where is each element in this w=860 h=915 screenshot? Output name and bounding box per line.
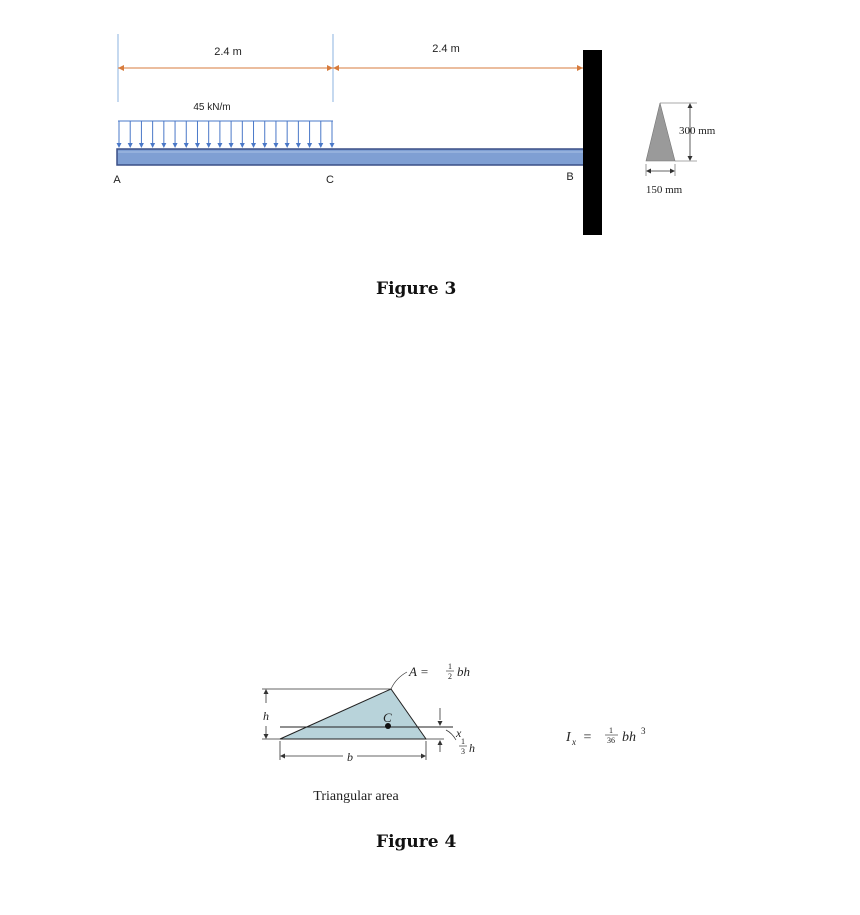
third-frac-den: 3 bbox=[461, 747, 465, 756]
point-b-label: B bbox=[566, 171, 574, 183]
point-a-label: A bbox=[113, 174, 121, 186]
load-arrow-head bbox=[240, 143, 245, 148]
load-arrow-head bbox=[139, 143, 144, 148]
third-frac-num: 1 bbox=[461, 737, 465, 746]
dimension-right-label: 2.4 m bbox=[432, 43, 460, 55]
load-arrow-head bbox=[173, 143, 178, 148]
load-arrow-head bbox=[251, 143, 256, 148]
area-leader-line bbox=[391, 672, 407, 689]
load-arrow-head bbox=[217, 143, 222, 148]
triangle-area-shape bbox=[280, 689, 426, 739]
area-frac-den: 2 bbox=[448, 672, 452, 681]
load-arrow-head bbox=[128, 143, 133, 148]
load-label: 45 kN/m bbox=[193, 102, 231, 113]
area-formula-suffix: bh bbox=[457, 664, 470, 679]
load-arrow-head bbox=[117, 143, 122, 148]
fixed-wall bbox=[583, 50, 602, 235]
ix-exponent: 3 bbox=[641, 726, 646, 736]
height-label: h bbox=[263, 709, 269, 723]
ix-equals: = bbox=[580, 730, 595, 745]
beam bbox=[117, 149, 584, 165]
figure3 bbox=[113, 34, 715, 235]
dimension-left-label: 2.4 m bbox=[214, 46, 242, 58]
load-arrow-head bbox=[285, 143, 290, 148]
section-height-label: 300 mm bbox=[679, 125, 716, 137]
load-arrow-head bbox=[307, 143, 312, 148]
distributed-load-arrows bbox=[117, 121, 335, 148]
figure4-caption: Figure 4 bbox=[376, 832, 457, 852]
load-arrow-head bbox=[273, 143, 278, 148]
load-arrow-head bbox=[318, 143, 323, 148]
third-height-dimension bbox=[438, 708, 443, 752]
load-arrow-head bbox=[330, 143, 335, 148]
third-suffix: h bbox=[469, 741, 475, 755]
point-c-label: C bbox=[326, 174, 334, 186]
third-leader-line bbox=[446, 730, 456, 740]
load-arrow-head bbox=[195, 143, 200, 148]
load-arrow-head bbox=[150, 143, 155, 148]
load-arrow-head bbox=[184, 143, 189, 148]
ix-frac-den: 36 bbox=[607, 736, 615, 745]
load-arrow-head bbox=[229, 143, 234, 148]
area-formula-prefix: A = bbox=[409, 664, 432, 679]
ix-frac-num: 1 bbox=[609, 726, 613, 735]
section-base-dimension bbox=[646, 169, 675, 174]
area-frac-num: 1 bbox=[448, 662, 452, 671]
base-label: b bbox=[347, 750, 353, 764]
figure4 bbox=[262, 662, 646, 804]
ix-subscript: x bbox=[572, 737, 576, 747]
centroid-label: C bbox=[383, 710, 392, 725]
dimension-line bbox=[118, 65, 583, 71]
load-arrow-head bbox=[206, 143, 211, 148]
load-arrow-head bbox=[296, 143, 301, 148]
base-dimension bbox=[280, 754, 426, 759]
area-title: Triangular area bbox=[313, 789, 399, 804]
x-axis-label: x bbox=[456, 726, 462, 740]
cross-section-triangle bbox=[646, 103, 675, 161]
section-base-label: 150 mm bbox=[645, 184, 683, 196]
figure3-caption: Figure 3 bbox=[376, 279, 457, 299]
ix-lhs: I bbox=[566, 730, 571, 745]
load-arrow-head bbox=[161, 143, 166, 148]
ix-rhs: bh bbox=[622, 730, 636, 745]
load-arrow-head bbox=[262, 143, 267, 148]
